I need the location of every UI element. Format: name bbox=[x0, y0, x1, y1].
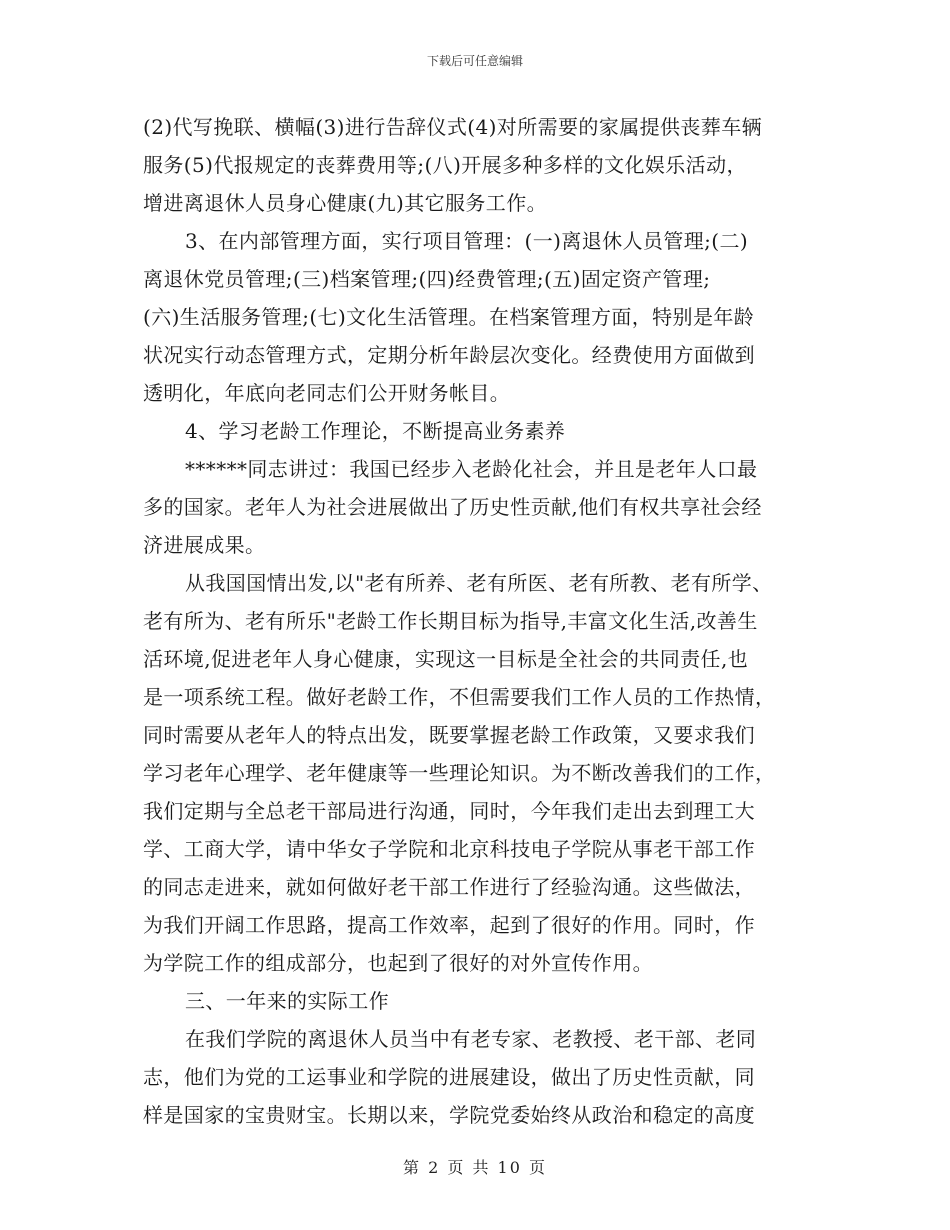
text-line: 为我们开阔工作思路，提高工作效率，起到了很好的作用。同时，作 bbox=[143, 913, 755, 937]
text-line: 济进展成果。 bbox=[143, 533, 266, 557]
text-line: 三、一年来的实际工作 bbox=[185, 989, 389, 1013]
text-line: 状况实行动态管理方式，定期分析年龄层次变化。经费使用方面做到 bbox=[143, 343, 755, 367]
text-line: 为学院工作的组成部分，也起到了很好的对外宣传作用。 bbox=[143, 951, 653, 975]
page-header: 下载后可任意编辑 bbox=[426, 54, 523, 68]
text-line: 学、工商大学，请中华女子学院和北京科技电子学院从事老干部工作 bbox=[143, 837, 755, 861]
text-line: 增进离退休人员身心健康(九)其它服务工作。 bbox=[143, 191, 548, 215]
text-line: 同时需要从老年人的特点出发，既要掌握老龄工作政策，又要求我们 bbox=[143, 723, 755, 747]
text-line: 3、在内部管理方面，实行项目管理：(一)离退休人员管理;(二) bbox=[185, 229, 749, 253]
text-line: 老有所为、老有所乐"老龄工作长期目标为指导,丰富文化生活,改善生 bbox=[143, 609, 758, 633]
text-line: ******同志讲过：我国已经步入老龄化社会，并且是老年人口最 bbox=[185, 457, 758, 481]
text-line: 学习老年心理学、老年健康等一些理论知识。为不断改善我们的工作， bbox=[143, 761, 776, 785]
text-line: 透明化，年底向老同志们公开财务帐目。 bbox=[143, 381, 511, 405]
text-line: 离退休党员管理;(三)档案管理;(四)经费管理;(五)固定资产管理; bbox=[143, 267, 711, 291]
text-line: 样是国家的宝贵财宝。长期以来，学院党委始终从政治和稳定的高度 bbox=[143, 1103, 755, 1127]
text-line: 从我国国情出发,以"老有所养、老有所医、老有所教、老有所学、 bbox=[185, 571, 773, 595]
text-line: 服务(5)代报规定的丧葬费用等;(八)开展多种多样的文化娱乐活动， bbox=[143, 153, 747, 177]
text-line: 志，他们为党的工运事业和学院的进展建设，做出了历史性贡献，同 bbox=[143, 1065, 755, 1089]
text-line: 是一项系统工程。做好老龄工作，不但需要我们工作人员的工作热情， bbox=[143, 685, 776, 709]
text-line: 的同志走进来，就如何做好老干部工作进行了经验沟通。这些做法， bbox=[143, 875, 755, 899]
text-line: 多的国家。老年人为社会进展做出了历史性贡献,他们有权共享社会经 bbox=[143, 495, 762, 519]
page-footer: 第 2 页 共 10 页 bbox=[403, 1158, 547, 1177]
text-line: 活环境,促进老年人身心健康，实现这一目标是全社会的共同责任,也 bbox=[143, 647, 749, 671]
text-line: 4、学习老龄工作理论，不断提高业务素养 bbox=[185, 419, 566, 443]
document-body bbox=[143, 108, 811, 1134]
text-line: 在我们学院的离退休人员当中有老专家、老教授、老干部、老同 bbox=[185, 1027, 757, 1051]
text-line: (2)代写挽联、横幅(3)进行告辞仪式(4)对所需要的家属提供丧葬车辆 bbox=[143, 115, 762, 139]
text-line: (六)生活服务管理;(七)文化生活管理。在档案管理方面，特别是年龄 bbox=[143, 305, 755, 329]
text-line: 我们定期与全总老干部局进行沟通，同时，今年我们走出去到理工大 bbox=[143, 799, 755, 823]
